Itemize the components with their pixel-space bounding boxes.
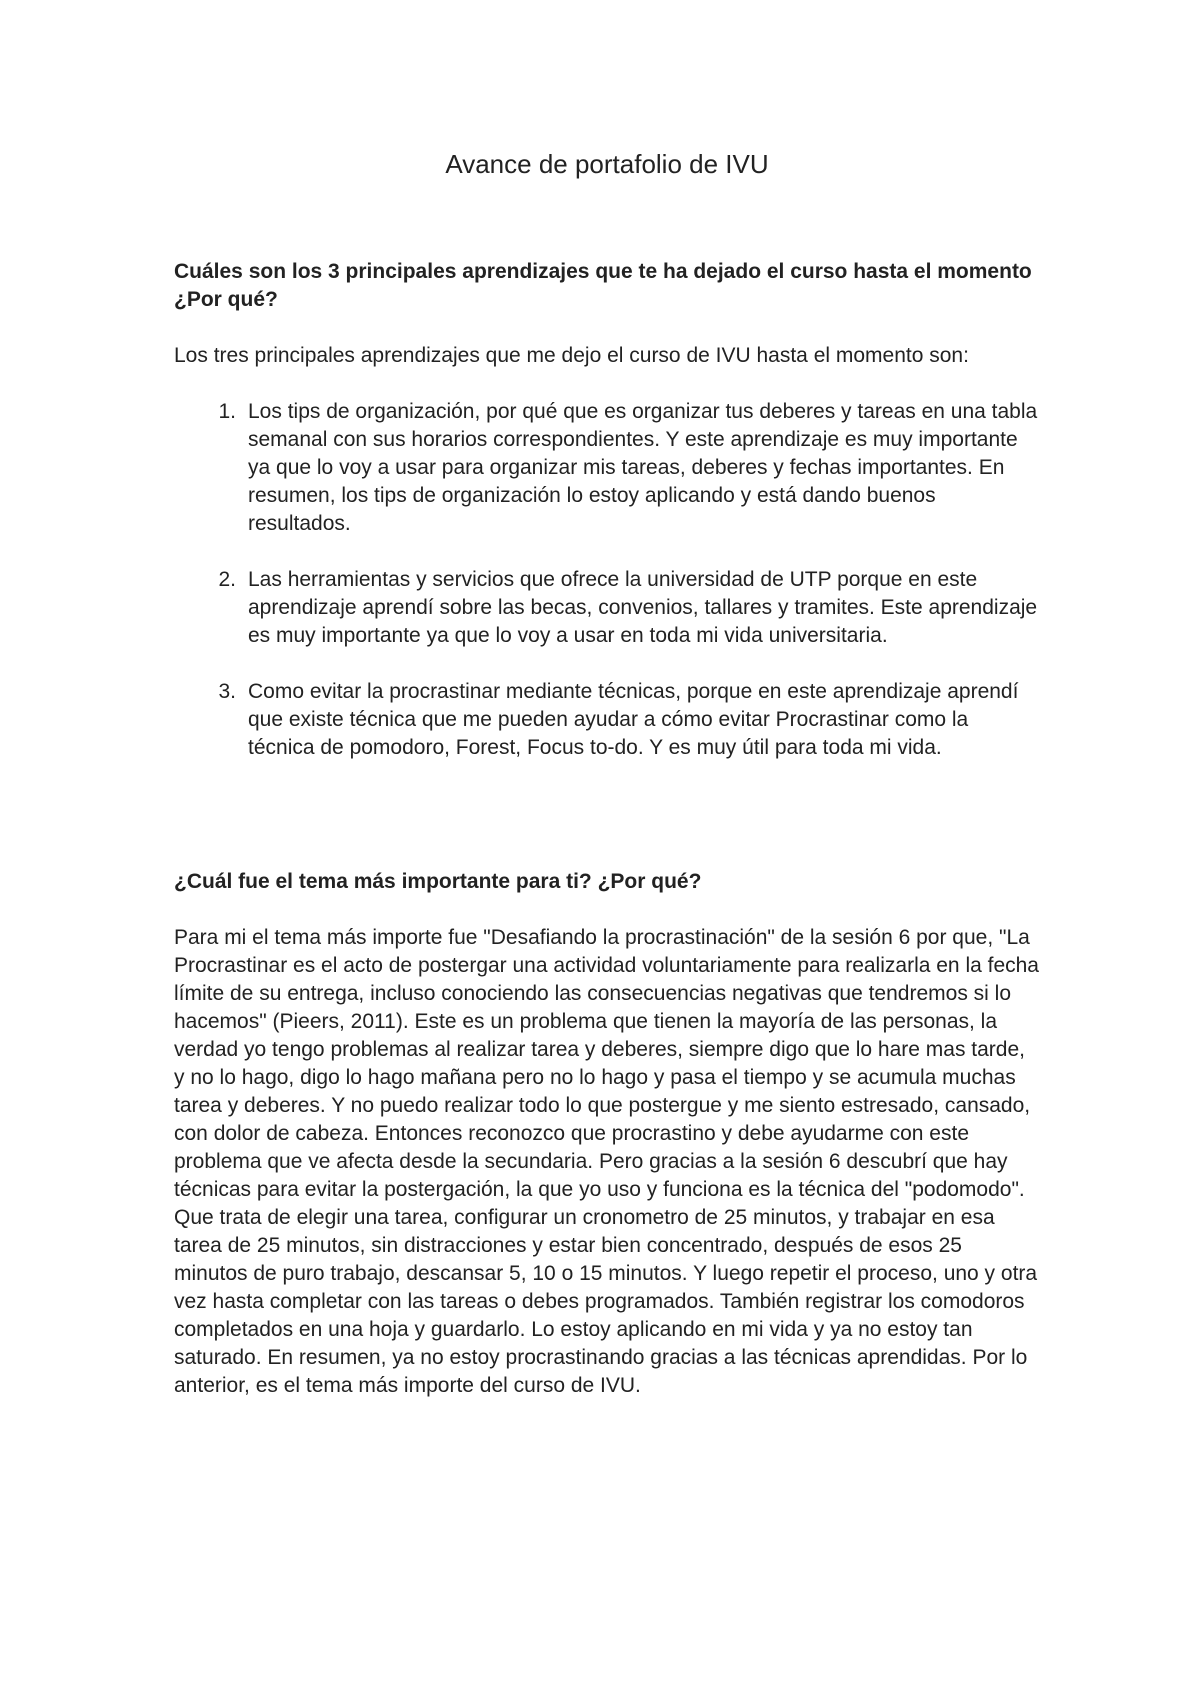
answer-paragraph: Para mi el tema más importe fue "Desafiando la procrastinación" de la sesión 6 por que, "La Procrastinar es el acto de postergar una actividad voluntariamente para realizarla en la fecha límite de su entrega, incluso conociendo las consecuencias negativas que tendremos si lo hacemos" (Pieers, 2011). Este es un problema que tienen la mayoría de las personas, la verdad yo tengo problemas al realizar tarea y deberes, siempre digo que lo hare mas tarde, y no lo hago, digo lo hago mañana pero no lo hago y pasa el tiempo y se acumula muchas tarea y deberes. Y no puedo realizar todo lo que postergue y me siento estresado, cansado, con dolor de cabeza. Entonces reconozco que procrastino y debe ayudarme con este problema que ve afecta desde la secundaria. Pero gracias a la sesión 6 descubrí que hay técnicas para evitar la postergación, la que yo uso y funciona es la técnica del "podomodo". Que trata de elegir una tarea, configurar un cronometro de 25 minutos, y trabajar en esa tarea de 25 minutos, sin distracciones y estar bien concentrado, después de esos 25 minutos de puro trabajo, descansar 5, 10 o 15 minutos. Y luego repetir el proceso, uno y otra vez hasta completar con las tareas o debes programados. También registrar los comodoros completados en una hoja y guardarlo. Lo estoy aplicando en mi vida y ya no estoy tan saturado. En resumen, ya no estoy procrastinando gracias a las técnicas aprendidas. Por lo anterior, es el tema más importe del curso de IVU. [174, 926, 1039, 1397]
list-item-text: Las herramientas y servicios que ofrece la universidad de UTP porque en este aprendizaje aprendí sobre las becas, convenios, tallares y tramites. Este aprendizaje es muy importante ya que lo voy a usar en toda mi vida universitaria. [248, 568, 1038, 647]
list-item [174, 566, 1040, 650]
list-item-number: 3. [218, 680, 236, 703]
learnings-list [174, 398, 1040, 762]
document-title: Avance de portafolio de IVU [445, 149, 769, 179]
intro-paragraph: Los tres principales aprendizajes que me dejo el curso de IVU hasta el momento son: [174, 344, 969, 367]
list-item-number: 2. [218, 568, 236, 591]
question-1: Cuáles son los 3 principales aprendizajes que te ha dejado el curso hasta el momento ¿Por qué? [174, 260, 1032, 311]
list-item-number: 1. [218, 400, 236, 423]
question-2: ¿Cuál fue el tema más importante para ti? ¿Por qué? [174, 870, 702, 893]
list-item-text: Como evitar la procrastinar mediante técnicas, porque en este aprendizaje aprendí que existe técnica que me pueden ayudar a cómo evitar Procrastinar como la técnica de pomodoro, Forest, Focus to-do. Y es muy útil para toda mi vida. [248, 680, 1019, 759]
list-item-text: Los tips de organización, por qué que es organizar tus deberes y tareas en una tabla semanal con sus horarios correspondientes. Y este aprendizaje es muy importante ya que lo voy a usar para organizar mis tareas, deberes y fechas importantes. En resumen, los tips de organización lo estoy aplicando y está dando buenos resultados. [248, 400, 1038, 535]
list-item [174, 398, 1040, 538]
list-item [174, 678, 1040, 762]
